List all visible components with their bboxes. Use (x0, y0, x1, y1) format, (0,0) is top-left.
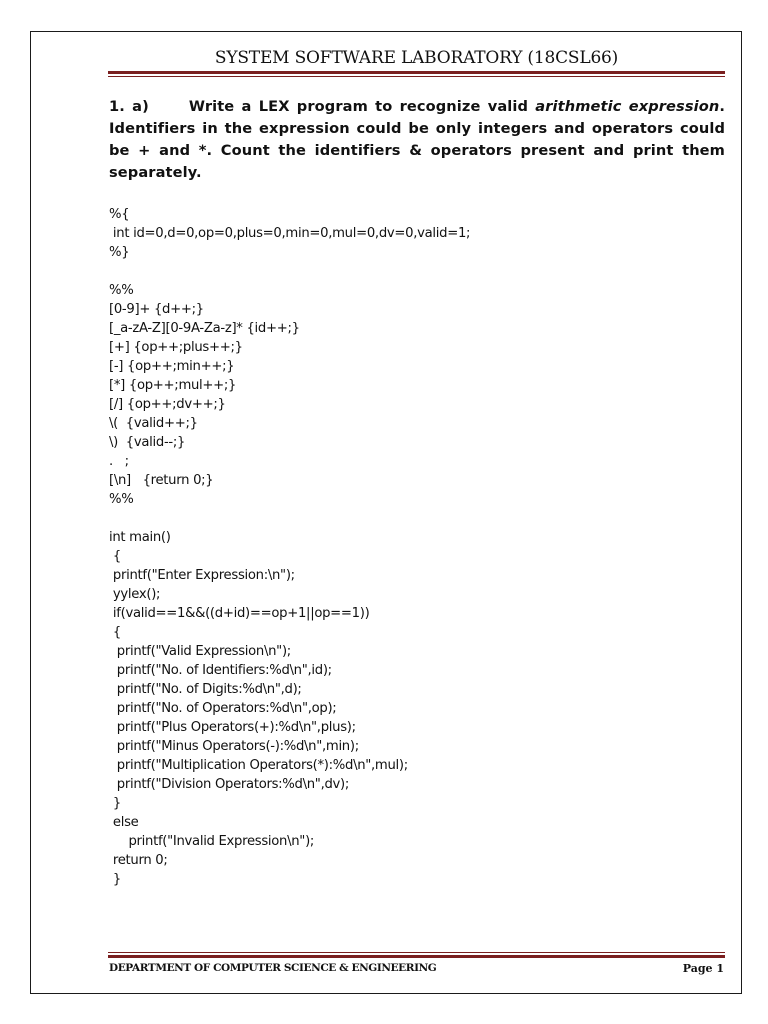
code-line: [/] {op++;dv++;} (109, 397, 226, 412)
code-line: printf("Division Operators:%d\n",dv); (109, 777, 350, 792)
page-header-title: SYSTEM SOFTWARE LABORATORY (18CSL66) (214, 48, 619, 68)
code-line: printf("Valid Expression\n"); (109, 644, 291, 659)
code-line: return 0; (109, 853, 168, 868)
footer-rule-thick (108, 955, 725, 958)
code-block-main (109, 528, 725, 889)
footer-rule-thin (108, 952, 725, 953)
code-line: [\n] {return 0;} (109, 473, 214, 488)
question-part-1: Write a LEX program to recognize valid (188, 98, 536, 115)
code-line: } (109, 796, 121, 811)
header-rule-thick (108, 71, 725, 74)
code-line: [-] {op++;min++;} (109, 359, 235, 374)
code-line: [*] {op++;mul++;} (109, 378, 237, 393)
code-block-declarations (109, 205, 725, 262)
footer-department: DEPARTMENT OF COMPUTER SCIENCE & ENGINEERING (109, 962, 437, 974)
code-line: int id=0,d=0,op=0,plus=0,min=0,mul=0,dv=0,valid=1; (109, 226, 471, 241)
code-line: printf("Minus Operators(-):%d\n",min); (109, 739, 359, 754)
code-line: printf("Enter Expression:\n"); (109, 568, 295, 583)
code-line: printf("No. of Identifiers:%d\n",id); (109, 663, 332, 678)
code-line: int main() (109, 530, 171, 545)
code-line: %} (109, 245, 130, 260)
code-line: } (109, 872, 121, 887)
code-line: { (109, 625, 121, 640)
code-line: \) {valid--;} (109, 435, 186, 450)
code-line: yylex(); (109, 587, 161, 602)
question-emphasis: arithmetic expression (535, 98, 720, 115)
question-number: 1. a) (109, 98, 149, 115)
code-line: printf("Multiplication Operators(*):%d\n",mul); (109, 758, 408, 773)
code-line: [0-9]+ {d++;} (109, 302, 204, 317)
code-line: printf("Invalid Expression\n"); (109, 834, 315, 849)
code-line: . ; (109, 454, 129, 469)
code-line: { (109, 549, 121, 564)
code-line: printf("No. of Operators:%d\n",op); (109, 701, 337, 716)
header-rule-thin (108, 76, 725, 77)
code-line: [_a-zA-Z][0-9A-Za-z]* {id++;} (109, 321, 300, 336)
code-line: %{ (109, 207, 130, 222)
code-line: if(valid==1&&((d+id)==op+1||op==1)) (109, 606, 370, 621)
question-text (109, 96, 725, 184)
footer-page-number: Page 1 (682, 962, 724, 975)
question-part-2: . Identifiers in the expression could be only integers and operators could be + and *. Count the identifiers & operators present and print them separately. (109, 98, 725, 181)
code-line: printf("Plus Operators(+):%d\n",plus); (109, 720, 356, 735)
code-line: printf("No. of Digits:%d\n",d); (109, 682, 302, 697)
code-line: else (109, 815, 139, 830)
code-listing (109, 205, 725, 889)
code-block-rules (109, 281, 725, 509)
code-line: %% (109, 283, 134, 298)
code-line: \( {valid++;} (109, 416, 198, 431)
code-line: [+] {op++;plus++;} (109, 340, 243, 355)
code-line: %% (109, 492, 134, 507)
